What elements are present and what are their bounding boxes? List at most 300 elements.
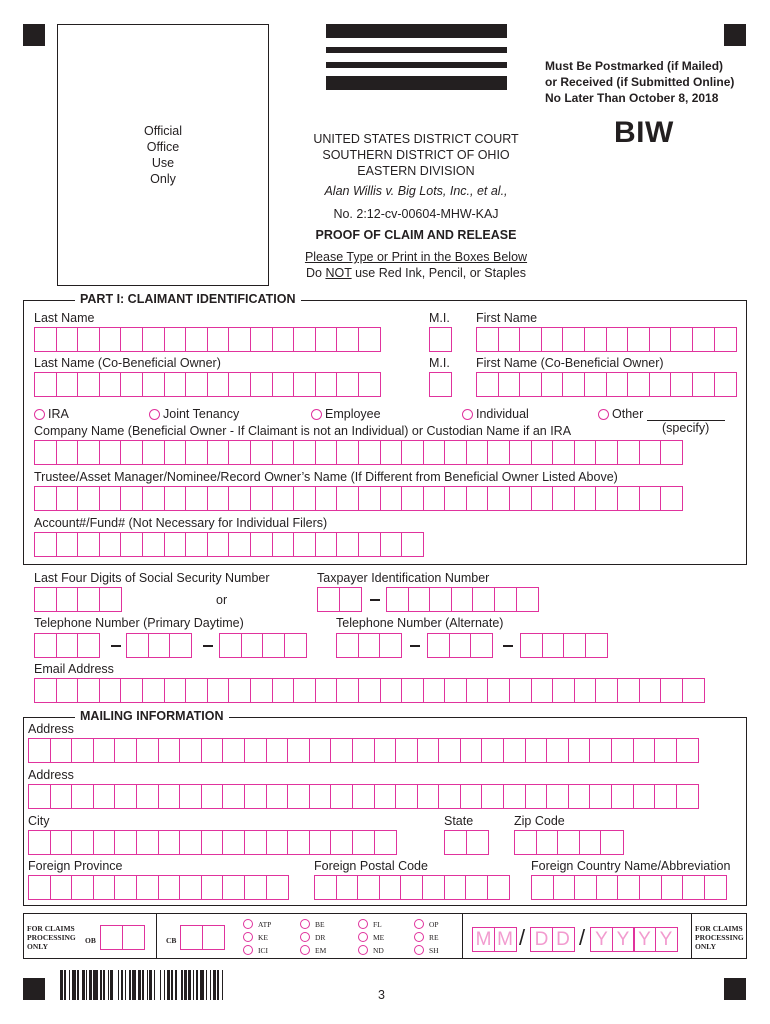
char-box[interactable] [126,633,149,658]
char-box[interactable] [185,678,208,703]
char-box[interactable] [136,784,159,809]
char-box[interactable] [56,327,79,352]
char-box[interactable] [293,327,316,352]
char-box[interactable] [336,486,359,511]
char-box[interactable] [670,372,693,397]
char-box[interactable] [164,486,187,511]
postal-field[interactable] [314,875,508,900]
char-box[interactable] [136,738,159,763]
char-box[interactable] [444,678,467,703]
char-box[interactable] [352,738,375,763]
char-box[interactable] [639,440,662,465]
date-year[interactable]: Y Y Y Y [590,927,676,952]
char-box[interactable] [444,830,467,855]
char-box[interactable] [352,784,375,809]
char-box[interactable] [169,633,192,658]
char-box[interactable] [250,372,273,397]
char-box[interactable] [266,738,289,763]
code-me[interactable]: ME [358,932,384,942]
char-box[interactable] [201,784,224,809]
char-box[interactable] [28,738,51,763]
char-box[interactable] [531,440,554,465]
char-box[interactable] [509,678,532,703]
char-box[interactable] [574,486,597,511]
char-box[interactable] [358,678,381,703]
char-box[interactable] [207,440,230,465]
code-op[interactable]: OP [414,919,439,929]
char-box[interactable] [201,830,224,855]
char-box[interactable] [330,784,353,809]
char-box[interactable] [692,372,715,397]
char-box[interactable] [465,875,488,900]
char-box[interactable] [164,372,187,397]
char-box[interactable] [627,327,650,352]
last-name-co-field[interactable] [34,372,380,397]
char-box[interactable] [244,830,267,855]
radio-employee[interactable]: Employee [311,407,381,421]
char-box[interactable] [358,633,381,658]
char-box[interactable] [660,440,683,465]
country-field[interactable] [531,875,725,900]
char-box[interactable] [417,738,440,763]
char-box[interactable] [487,486,510,511]
char-box[interactable] [494,587,517,612]
char-box[interactable] [633,784,656,809]
char-box[interactable] [358,440,381,465]
char-box[interactable] [386,587,409,612]
char-box[interactable] [207,532,230,557]
char-box[interactable] [315,327,338,352]
char-box[interactable] [185,486,208,511]
char-box[interactable] [481,738,504,763]
char-box[interactable] [158,784,181,809]
char-box[interactable] [142,327,165,352]
char-box[interactable] [670,327,693,352]
char-box[interactable] [56,486,79,511]
char-box[interactable] [596,875,619,900]
tel-primary-area[interactable] [34,633,99,658]
char-box[interactable] [654,784,677,809]
char-box[interactable] [682,678,705,703]
char-box[interactable] [122,925,145,950]
char-box[interactable] [595,486,618,511]
char-box[interactable] [546,738,569,763]
code-em[interactable]: EM [300,945,326,955]
code-atp[interactable]: ATP [243,919,271,929]
char-box[interactable] [595,678,618,703]
char-box[interactable] [503,738,526,763]
char-box[interactable] [272,678,295,703]
char-box[interactable] [93,738,116,763]
char-box[interactable] [287,738,310,763]
char-box[interactable] [222,830,245,855]
char-box[interactable] [352,830,375,855]
char-box[interactable] [536,830,559,855]
char-box[interactable] [164,532,187,557]
char-box[interactable] [28,875,51,900]
char-box[interactable] [244,784,267,809]
char-box[interactable] [330,830,353,855]
char-box[interactable] [574,678,597,703]
first-name-field[interactable] [476,327,735,352]
char-box[interactable] [374,738,397,763]
char-box[interactable] [460,738,483,763]
char-box[interactable] [185,327,208,352]
ob-field[interactable] [100,925,143,950]
ssn-field[interactable] [34,587,120,612]
char-box[interactable] [262,633,285,658]
char-box[interactable] [293,372,316,397]
char-box[interactable] [574,440,597,465]
char-box[interactable] [585,633,608,658]
char-box[interactable] [228,327,251,352]
char-box[interactable] [330,738,353,763]
char-box[interactable] [525,784,548,809]
char-box[interactable] [438,784,461,809]
state-field[interactable] [444,830,487,855]
char-box[interactable] [315,532,338,557]
char-box[interactable] [401,440,424,465]
char-box[interactable] [136,875,159,900]
char-box[interactable] [606,327,629,352]
char-box[interactable] [309,738,332,763]
radio-ira[interactable]: IRA [34,407,69,421]
char-box[interactable] [552,678,575,703]
code-sh[interactable]: SH [414,945,439,955]
char-box[interactable] [444,486,467,511]
char-box[interactable] [99,587,122,612]
char-box[interactable] [114,784,137,809]
char-box[interactable] [93,784,116,809]
code-fl[interactable]: FL [358,919,382,929]
char-box[interactable] [563,633,586,658]
char-box[interactable] [179,830,202,855]
char-box[interactable] [77,486,100,511]
char-box[interactable] [287,830,310,855]
char-box[interactable] [293,678,316,703]
char-box[interactable] [293,486,316,511]
first-name-co-field[interactable] [476,372,735,397]
char-box[interactable] [617,875,640,900]
city-field[interactable] [28,830,395,855]
date-month[interactable]: M M [472,927,515,952]
char-box[interactable] [639,875,662,900]
char-box[interactable] [309,830,332,855]
char-box[interactable] [56,440,79,465]
char-box[interactable] [120,327,143,352]
char-box[interactable] [207,486,230,511]
char-box[interactable] [77,633,100,658]
char-box[interactable] [241,633,264,658]
char-box[interactable] [266,830,289,855]
char-box[interactable] [142,440,165,465]
char-box[interactable] [589,784,612,809]
char-box[interactable] [185,440,208,465]
char-box[interactable] [395,738,418,763]
char-box[interactable] [266,784,289,809]
char-box[interactable] [423,486,446,511]
char-box[interactable] [34,486,57,511]
char-box[interactable] [228,486,251,511]
char-box[interactable] [99,678,122,703]
char-box[interactable] [358,532,381,557]
char-box[interactable] [77,678,100,703]
char-box[interactable] [222,875,245,900]
zip-field[interactable] [514,830,622,855]
char-box[interactable] [315,440,338,465]
char-box[interactable] [568,738,591,763]
char-box[interactable] [99,486,122,511]
char-box[interactable] [272,440,295,465]
char-box[interactable] [498,327,521,352]
char-box[interactable] [56,678,79,703]
mi-field[interactable] [429,327,451,352]
char-box[interactable] [541,327,564,352]
char-box[interactable] [120,532,143,557]
char-box[interactable] [99,532,122,557]
char-box[interactable] [185,532,208,557]
tin-field-part1[interactable] [317,587,360,612]
char-box[interactable] [34,587,57,612]
char-box[interactable] [207,372,230,397]
char-box[interactable] [400,875,423,900]
char-box[interactable] [179,784,202,809]
char-box[interactable] [429,327,452,352]
char-box[interactable] [315,486,338,511]
char-box[interactable] [579,830,602,855]
char-box[interactable] [562,327,585,352]
last-name-field[interactable] [34,327,380,352]
char-box[interactable] [56,633,79,658]
char-box[interactable] [158,875,181,900]
char-box[interactable] [568,784,591,809]
char-box[interactable] [584,372,607,397]
char-box[interactable] [531,678,554,703]
char-box[interactable] [250,440,273,465]
char-box[interactable] [201,738,224,763]
char-box[interactable] [56,532,79,557]
char-box[interactable] [466,678,489,703]
char-box[interactable] [266,875,289,900]
radio-joint-tenancy[interactable]: Joint Tenancy [149,407,239,421]
char-box[interactable] [284,633,307,658]
char-box[interactable] [451,587,474,612]
char-box[interactable] [374,830,397,855]
char-box[interactable] [520,633,543,658]
char-box[interactable] [142,532,165,557]
char-box[interactable] [516,587,539,612]
char-box[interactable] [202,925,225,950]
char-box[interactable] [272,532,295,557]
char-box[interactable] [401,678,424,703]
char-box[interactable] [552,486,575,511]
char-box[interactable] [438,738,461,763]
char-box[interactable] [584,327,607,352]
char-box[interactable] [99,327,122,352]
char-box[interactable] [228,678,251,703]
char-box[interactable] [531,875,554,900]
char-box[interactable] [93,830,116,855]
char-box[interactable] [514,830,537,855]
char-box[interactable] [272,327,295,352]
char-box[interactable] [661,875,684,900]
char-box[interactable] [244,875,267,900]
char-box[interactable] [250,486,273,511]
char-box[interactable] [336,372,359,397]
address2-field[interactable] [28,784,697,809]
char-box[interactable] [617,678,640,703]
char-box[interactable] [164,678,187,703]
code-ici[interactable]: ICI [243,945,268,955]
char-box[interactable] [379,633,402,658]
char-box[interactable] [654,738,677,763]
char-box[interactable] [401,532,424,557]
char-box[interactable] [142,678,165,703]
char-box[interactable] [466,830,489,855]
char-box[interactable] [714,327,737,352]
char-box[interactable] [77,372,100,397]
account-field[interactable] [34,532,423,557]
char-box[interactable] [158,830,181,855]
province-field[interactable] [28,875,287,900]
char-box[interactable] [509,440,532,465]
char-box[interactable] [553,875,576,900]
char-box[interactable] [148,633,171,658]
char-box[interactable] [336,532,359,557]
char-box[interactable] [93,875,116,900]
char-box[interactable] [417,784,440,809]
char-box[interactable] [228,440,251,465]
char-box[interactable] [466,486,489,511]
char-box[interactable] [100,925,123,950]
char-box[interactable] [422,875,445,900]
char-box[interactable] [180,925,203,950]
char-box[interactable] [201,875,224,900]
char-box[interactable] [34,372,57,397]
char-box[interactable] [336,678,359,703]
char-box[interactable] [660,486,683,511]
char-box[interactable] [633,738,656,763]
char-box[interactable] [71,830,94,855]
char-box[interactable] [50,875,73,900]
char-box[interactable] [228,532,251,557]
char-box[interactable] [476,327,499,352]
char-box[interactable] [481,784,504,809]
char-box[interactable] [336,875,359,900]
char-box[interactable] [552,440,575,465]
char-box[interactable] [639,486,662,511]
char-box[interactable] [50,784,73,809]
char-box[interactable] [34,440,57,465]
char-box[interactable] [627,372,650,397]
char-box[interactable] [250,532,273,557]
char-box[interactable] [466,440,489,465]
char-box[interactable] [56,372,79,397]
char-box[interactable] [649,327,672,352]
char-box[interactable] [317,587,340,612]
char-box[interactable] [114,738,137,763]
char-box[interactable] [293,440,316,465]
char-box[interactable] [611,738,634,763]
char-box[interactable] [562,372,585,397]
char-box[interactable] [660,678,683,703]
char-box[interactable] [676,784,699,809]
char-box[interactable] [487,440,510,465]
char-box[interactable] [34,633,57,658]
char-box[interactable] [682,875,705,900]
char-box[interactable] [222,784,245,809]
company-name-field[interactable] [34,440,682,465]
char-box[interactable] [611,784,634,809]
char-box[interactable] [444,440,467,465]
char-box[interactable] [546,784,569,809]
tel-alt-area[interactable] [336,633,401,658]
char-box[interactable] [525,738,548,763]
char-box[interactable] [606,372,629,397]
char-box[interactable] [179,738,202,763]
char-box[interactable] [574,875,597,900]
char-box[interactable] [219,633,242,658]
email-field[interactable] [34,678,703,703]
char-box[interactable] [34,678,57,703]
char-box[interactable] [380,532,403,557]
address1-field[interactable] [28,738,697,763]
char-box[interactable] [358,372,381,397]
char-box[interactable] [600,830,623,855]
char-box[interactable] [472,587,495,612]
char-box[interactable] [470,633,493,658]
char-box[interactable] [28,784,51,809]
char-box[interactable] [34,327,57,352]
char-box[interactable] [380,440,403,465]
char-box[interactable] [427,633,450,658]
char-box[interactable] [293,532,316,557]
char-box[interactable] [557,830,580,855]
char-box[interactable] [99,372,122,397]
char-box[interactable] [617,440,640,465]
char-box[interactable] [542,633,565,658]
char-box[interactable] [423,678,446,703]
cb-field[interactable] [180,925,223,950]
char-box[interactable] [358,327,381,352]
tel-primary-prefix[interactable] [126,633,191,658]
char-box[interactable] [339,587,362,612]
char-box[interactable] [314,875,337,900]
char-box[interactable] [34,532,57,557]
date-day[interactable]: D D [530,927,573,952]
char-box[interactable] [358,486,381,511]
char-box[interactable] [250,678,273,703]
trustee-field[interactable] [34,486,682,511]
char-box[interactable] [449,633,472,658]
char-box[interactable] [120,486,143,511]
char-box[interactable] [56,587,79,612]
char-box[interactable] [28,830,51,855]
char-box[interactable] [114,875,137,900]
code-dr[interactable]: DR [300,932,325,942]
char-box[interactable] [423,440,446,465]
char-box[interactable] [142,486,165,511]
char-box[interactable] [498,372,521,397]
char-box[interactable] [120,372,143,397]
char-box[interactable] [380,486,403,511]
tel-primary-line[interactable] [219,633,305,658]
char-box[interactable] [476,372,499,397]
radio-other[interactable]: Other [598,407,643,421]
char-box[interactable] [519,327,542,352]
tel-alt-line[interactable] [520,633,606,658]
char-box[interactable] [503,784,526,809]
